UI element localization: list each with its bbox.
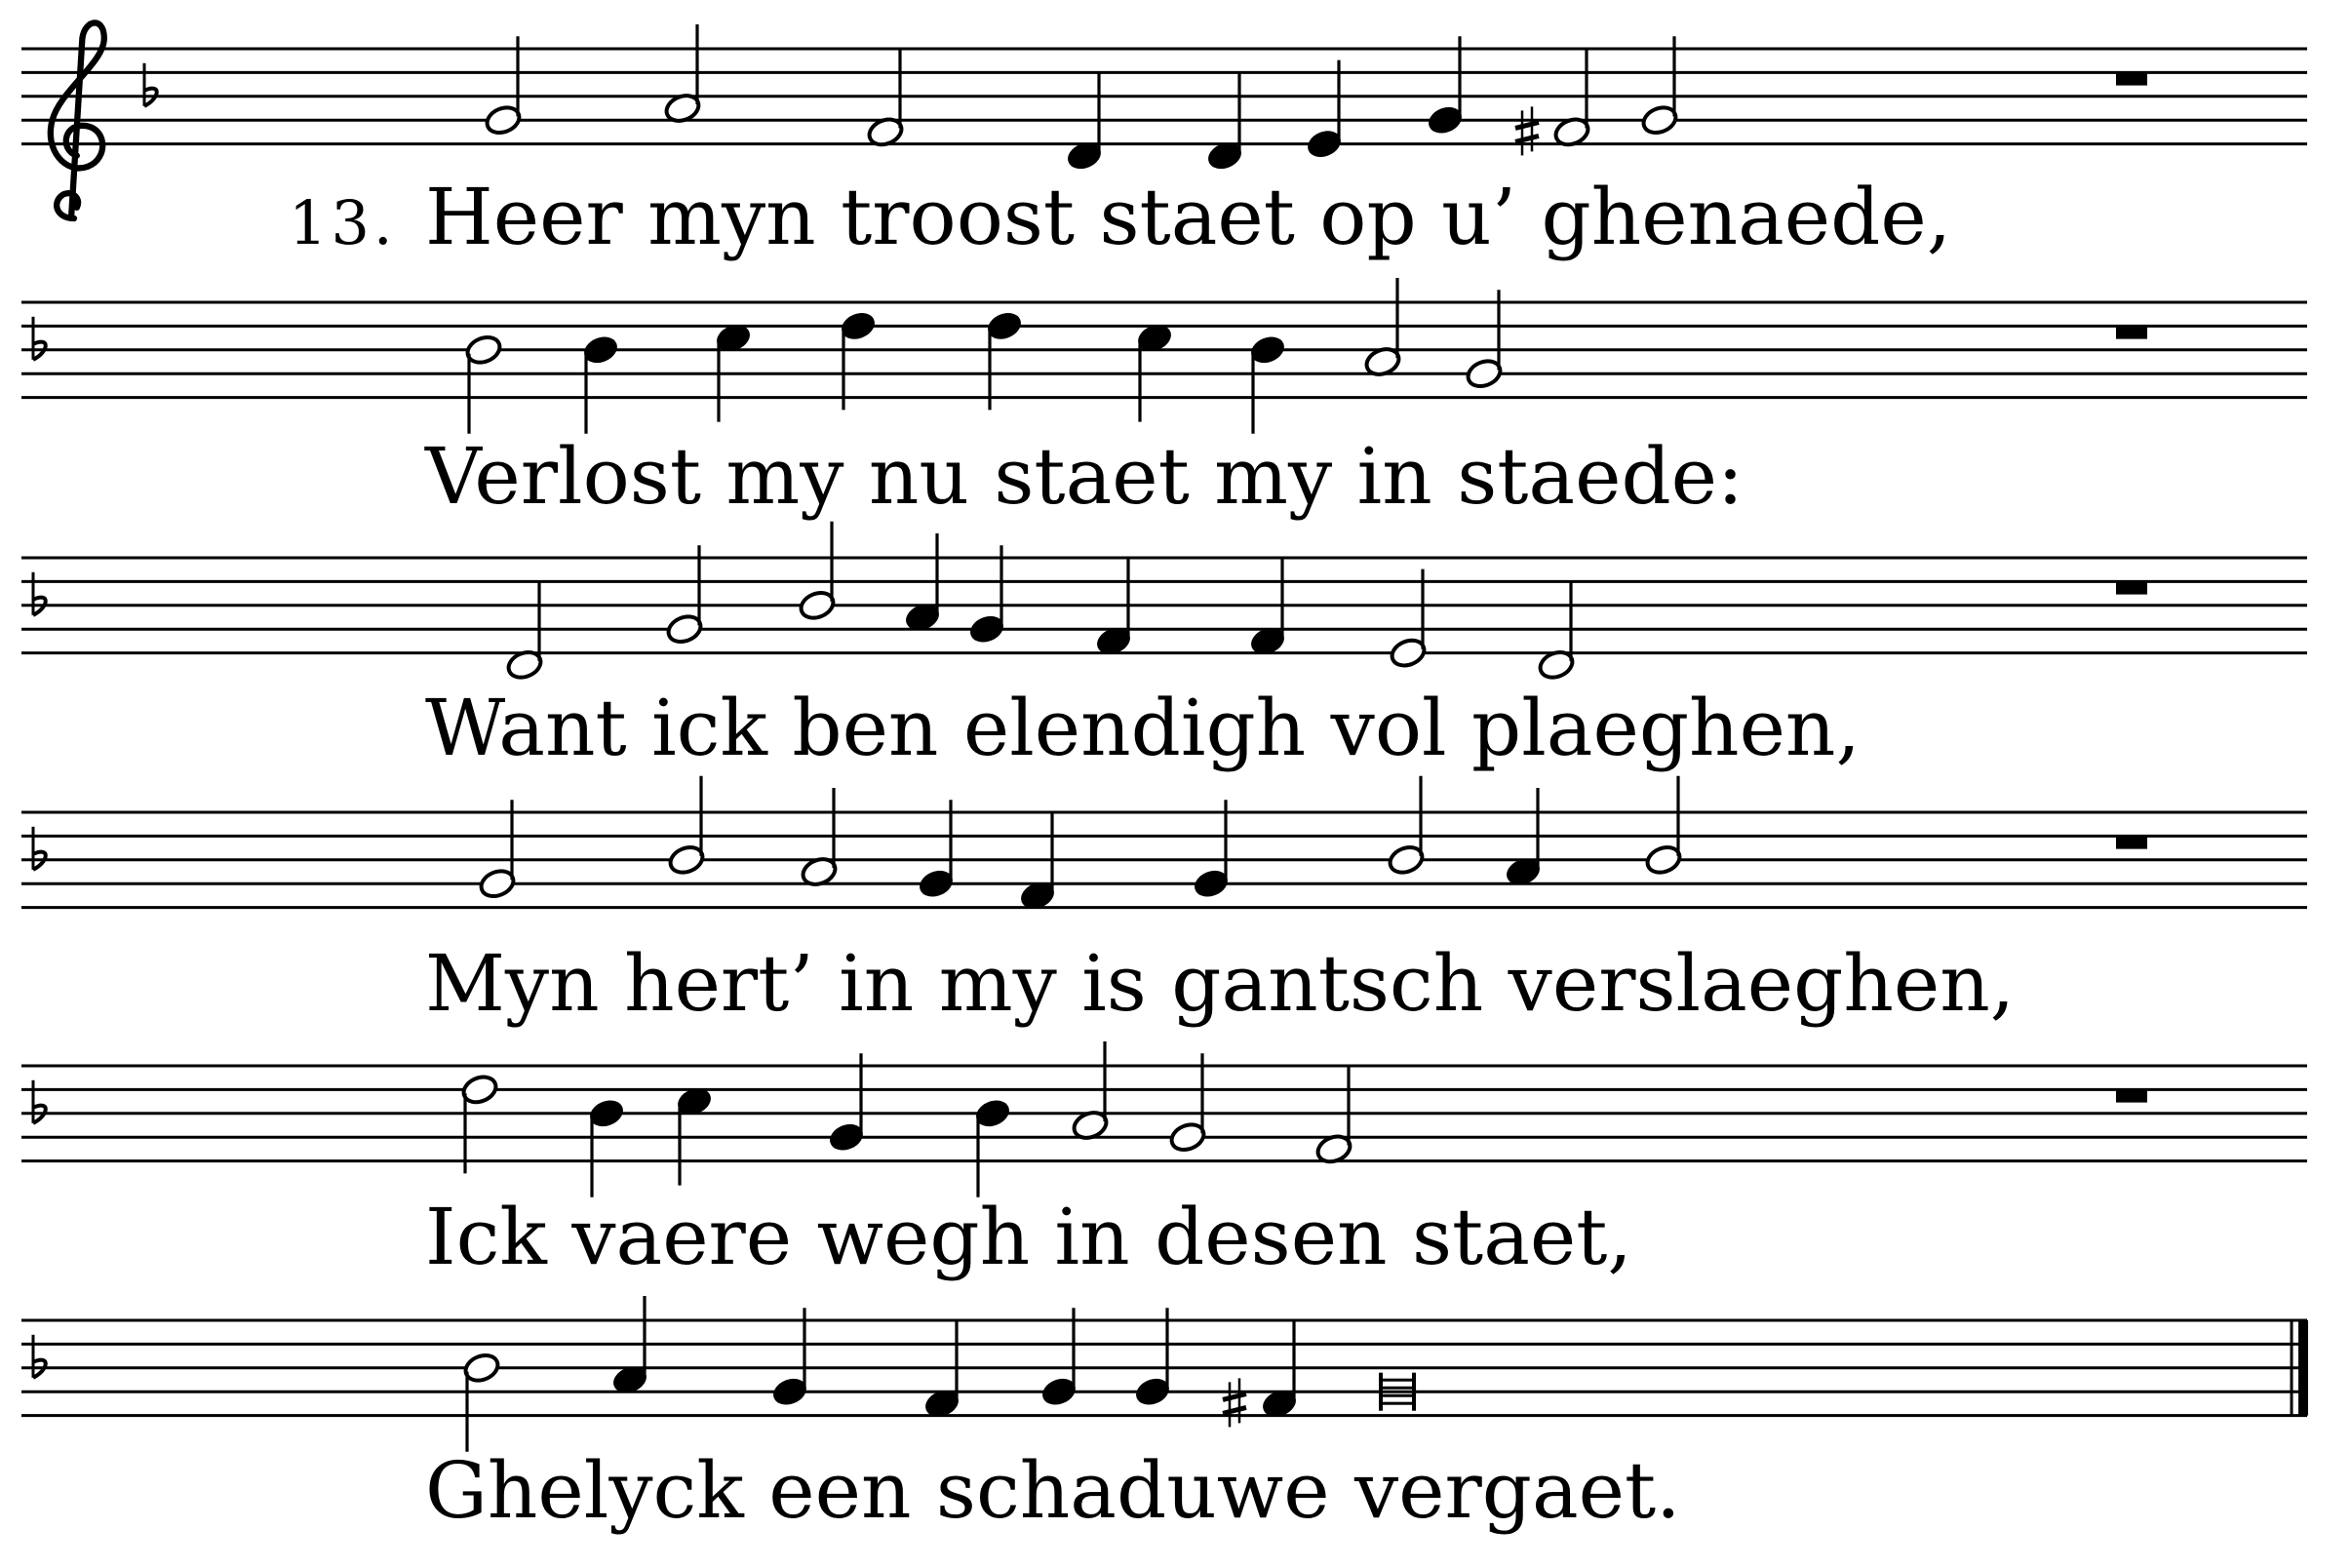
- note: [505, 581, 545, 682]
- lyric-line-5: Ick vaere wegh in desen staet,: [425, 1192, 1632, 1282]
- staff-system-4: [21, 776, 2307, 1029]
- note: [581, 333, 621, 433]
- half-rest: [2116, 1090, 2147, 1102]
- staff-system-2: [21, 278, 2307, 522]
- staff-6: [21, 1296, 2308, 1452]
- note: [675, 1084, 715, 1185]
- note: [1387, 776, 1427, 877]
- note: [798, 522, 838, 622]
- note: [1018, 811, 1058, 912]
- note: [866, 48, 906, 148]
- note: [1168, 1053, 1208, 1154]
- note: [973, 1096, 1013, 1196]
- note: [1515, 48, 1591, 155]
- staff-2: [21, 278, 2307, 434]
- note: [462, 1351, 502, 1451]
- note: [922, 1319, 962, 1420]
- note: [1314, 1065, 1354, 1165]
- note: [827, 1053, 867, 1154]
- note: [770, 1308, 810, 1408]
- note: [665, 545, 705, 646]
- note: [1192, 800, 1232, 900]
- verse-number: 13.: [289, 187, 397, 258]
- note: [610, 1296, 650, 1396]
- note: [1363, 278, 1403, 378]
- note: [1389, 569, 1429, 670]
- sharp-icon: [1223, 1378, 1246, 1427]
- note: [1248, 333, 1288, 433]
- note: [903, 533, 943, 634]
- half-rest: [2116, 837, 2147, 848]
- note: [460, 1073, 500, 1173]
- staff-system-3: [21, 522, 2307, 773]
- staff-5: [21, 1041, 2307, 1197]
- sharp-bar: [1223, 1407, 1246, 1413]
- note: [1135, 321, 1175, 421]
- barline-thick: [2298, 1320, 2308, 1416]
- lyric-line-3: Want ick ben elendigh vol plaeghen,: [425, 683, 1861, 773]
- lyric-line-2: Verlost my nu staet my in staede:: [425, 431, 1744, 522]
- sharp-bar: [1515, 136, 1539, 141]
- note: [1465, 290, 1505, 390]
- staff-system-5: [21, 1041, 2307, 1282]
- note: [714, 321, 754, 421]
- note: [1094, 557, 1134, 657]
- lyric-line-4: Myn hert’ in my is gantsch verslaeghen,: [425, 938, 2016, 1029]
- note: [1205, 72, 1245, 173]
- half-rest: [2116, 582, 2147, 594]
- lyric-line-1: Heer myn troost staet op u’ ghenaede,: [425, 172, 1952, 262]
- note: [484, 36, 524, 137]
- note: [478, 800, 518, 900]
- note: [1133, 1308, 1173, 1408]
- note: [667, 776, 707, 877]
- note: [1248, 557, 1288, 657]
- sharp-bar: [1515, 122, 1539, 128]
- staff-system-6: [21, 1296, 2308, 1536]
- note: [1223, 1319, 1299, 1427]
- note: [917, 800, 957, 900]
- sharp-bar: [1223, 1393, 1246, 1399]
- note: [1426, 36, 1466, 137]
- note: [1537, 581, 1577, 682]
- staff-3: [21, 522, 2307, 682]
- note: [464, 333, 504, 433]
- sharp-icon: [1515, 106, 1539, 155]
- note: [663, 24, 703, 125]
- staff-system-1: [21, 22, 2307, 262]
- note: [1039, 1308, 1079, 1408]
- note: [587, 1096, 627, 1196]
- note: [1305, 60, 1345, 161]
- note: [1640, 36, 1680, 137]
- note: [1071, 1041, 1111, 1142]
- note: [967, 545, 1007, 646]
- staff-4: [21, 776, 2307, 913]
- half-rest: [2116, 73, 2147, 85]
- note: [1504, 788, 1544, 888]
- note: [800, 788, 840, 888]
- lyric-line-6: Ghelyck een schaduwe vergaet.: [425, 1445, 1681, 1536]
- half-rest: [2116, 327, 2147, 338]
- note: [839, 309, 879, 410]
- note: [1644, 776, 1684, 877]
- note: [1065, 72, 1105, 173]
- note: [985, 309, 1025, 410]
